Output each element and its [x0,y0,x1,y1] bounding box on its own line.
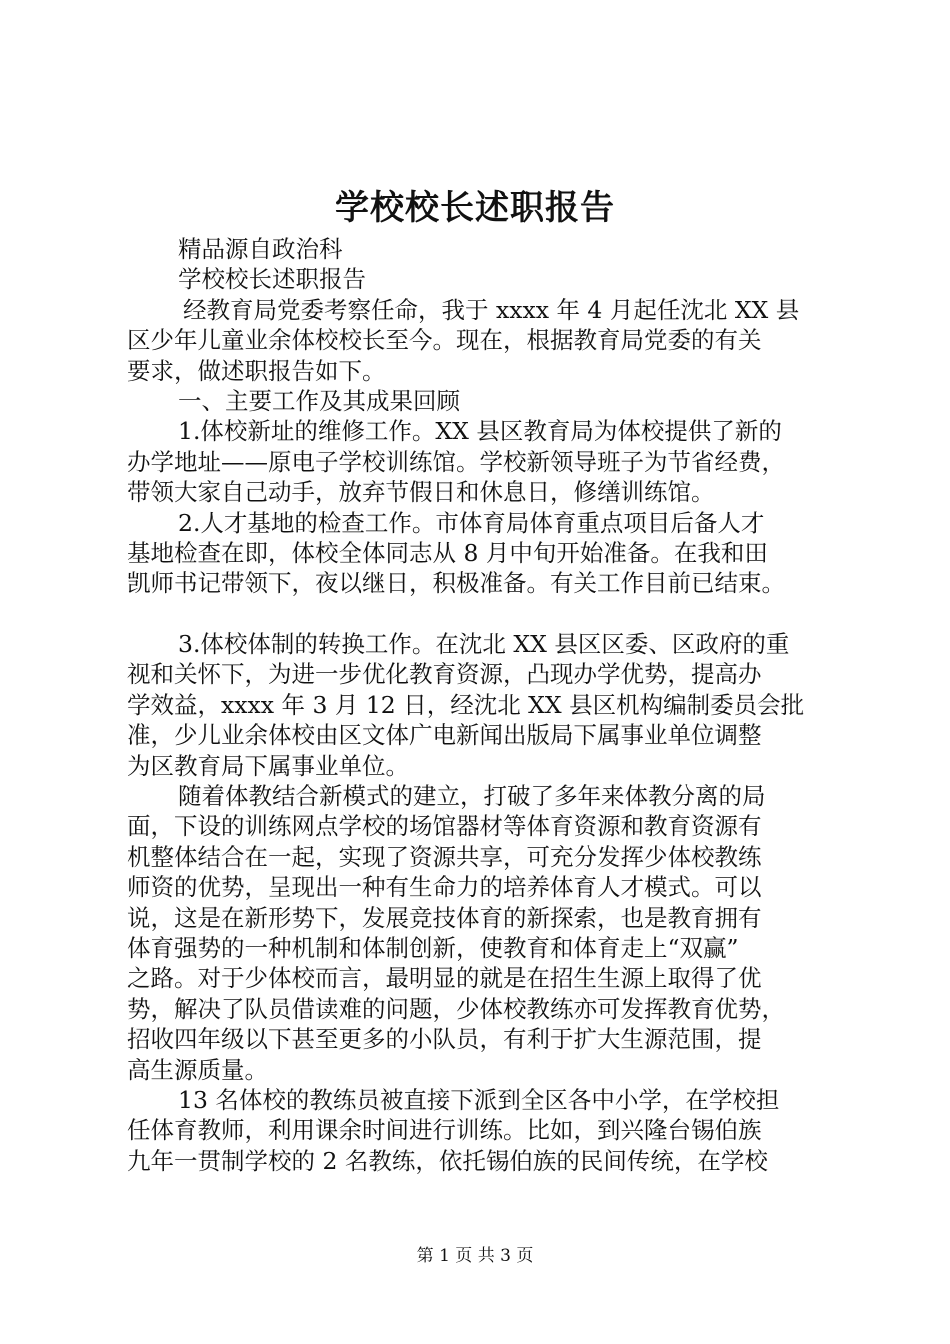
section-heading: 一、主要工作及其成果回顾 [178,386,460,415]
paragraph-line: 体育强势的一种机制和体制创新，使教育和体育走上“双赢” [127,933,739,962]
document-body [127,234,853,1176]
paragraph-line: 凯师书记带领下，夜以继日，积极准备。有关工作目前已结束。 [127,569,785,598]
paragraph-line: 经教育局党委考察任命，我于 xxxx 年 4 月起任沈北 XX 县 [183,295,800,324]
source-note: 精品源自政治科 [178,235,343,263]
paragraph-line: 2.人才基地的检查工作。市体育局体育重点项目后备人才 [178,508,765,537]
paragraph-line: 招收四年级以下甚至更多的小队员，有利于扩大生源范围，提 [127,1025,762,1054]
paragraph-line: 基地检查在即，体校全体同志从 8 月中旬开始准备。在我和田 [127,538,768,567]
document-title: 学校校长述职报告 [335,188,615,228]
paragraph-line: 说，这是在新形势下，发展竞技体育的新探索，也是教育拥有 [127,903,762,932]
paragraph-line: 九年一贯制学校的 2 名教练，依托锡伯族的民间传统，在学校 [127,1146,768,1175]
subtitle: 学校校长述职报告 [178,265,366,294]
paragraph-line: 任体育教师，利用课余时间进行训练。比如，到兴隆台锡伯族 [127,1116,762,1145]
paragraph-line: 势，解决了队员借读难的问题，少体校教练亦可发挥教育优势， [127,994,785,1023]
paragraph-line: 学效益，xxxx 年 3 月 12 日，经沈北 XX 县区机构编制委员会批 [127,690,805,719]
paragraph-line: 为区教育局下属事业单位。 [127,751,409,780]
paragraph-line: 师资的优势，呈现出一种有生命力的培养体育人才模式。可以 [127,873,762,902]
paragraph-line: 之路。对于少体校而言，最明显的就是在招生生源上取得了优 [127,964,762,993]
paragraph-line: 3.体校体制的转换工作。在沈北 XX 县区区委、区政府的重 [178,630,790,659]
paragraph-line: 高生源质量。 [127,1055,268,1084]
paragraph-line: 区少年儿童业余体校校长至今。现在，根据教育局党委的有关 [127,326,762,355]
paragraph-line: 随着体教结合新模式的建立，打破了多年来体教分离的局 [178,782,766,811]
paragraph-line: 机整体结合在一起，实现了资源共享，可充分发挥少体校教练 [127,842,762,871]
paragraph-line: 准，少儿业余体校由区文体广电新闻出版局下属事业单位调整 [127,721,762,750]
paragraph-line: 带领大家自己动手，放弃节假日和休息日，修缮训练馆。 [127,478,715,507]
paragraph-line: 1.体校新址的维修工作。XX 县区教育局为体校提供了新的 [178,417,782,446]
blank-line [127,599,853,629]
page-footer: 第 1 页 共 3 页 [416,1246,534,1266]
paragraph-line: 视和关怀下，为进一步优化教育资源，凸现办学优势，提高办 [127,660,762,689]
paragraph-line: 面，下设的训练网点学校的场馆器材等体育资源和教育资源有 [127,812,762,841]
paragraph-line: 13 名体校的教练员被直接下派到全区各中小学，在学校担 [178,1085,780,1114]
paragraph-line: 办学地址——原电子学校训练馆。学校新领导班子为节省经费， [127,447,785,476]
paragraph-line: 要求，做述职报告如下。 [127,356,386,385]
